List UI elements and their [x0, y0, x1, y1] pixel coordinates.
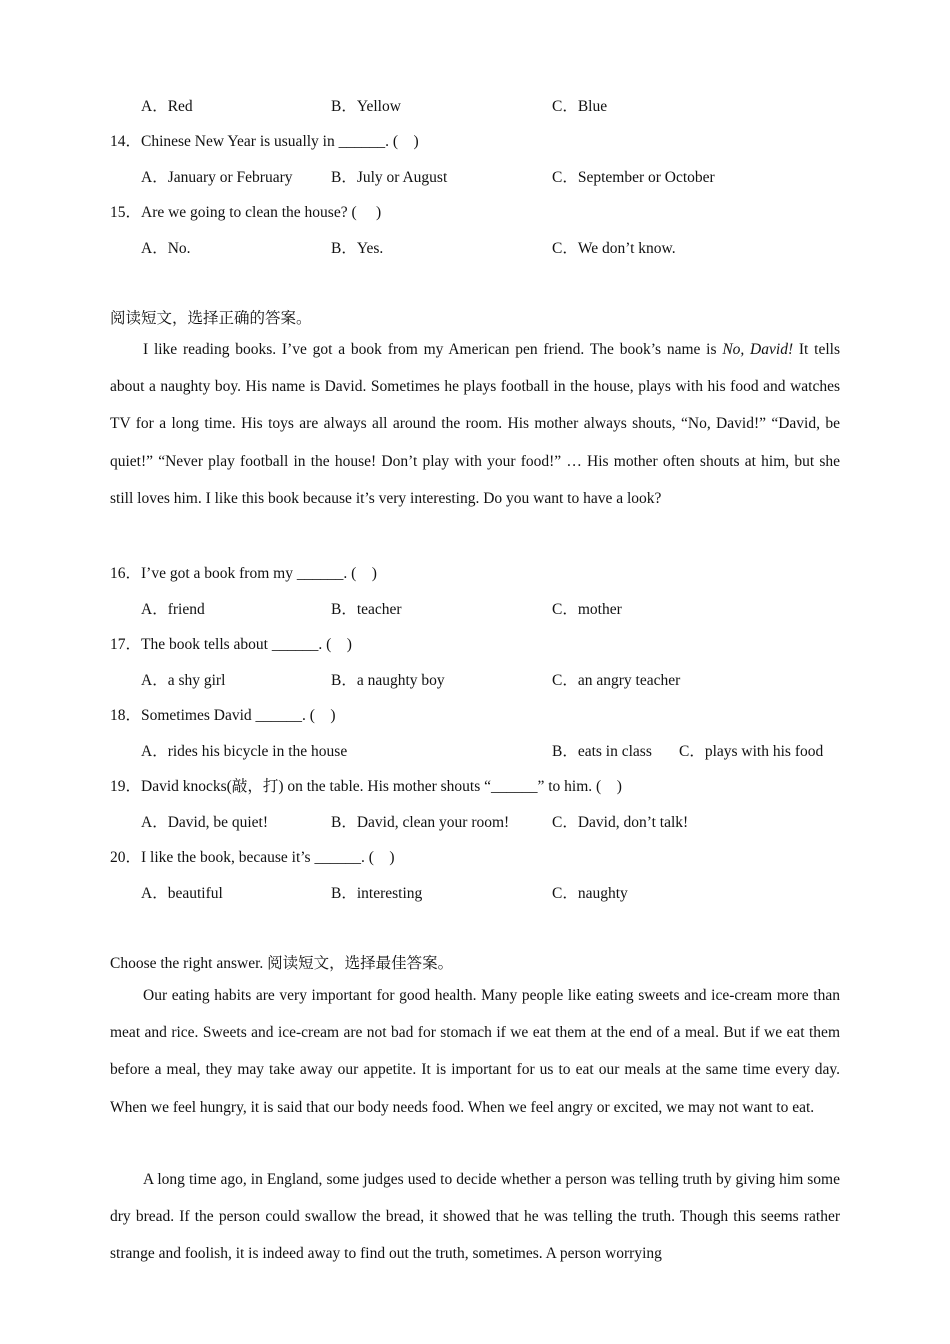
- q15-option-c: C．We don’t know.: [552, 240, 676, 257]
- q14-option-b: B．July or August: [331, 169, 448, 186]
- q13-option-c: C．Blue: [552, 98, 608, 115]
- q15-option-b: B．Yes.: [331, 240, 384, 257]
- q15-question: 15．Are we going to clean the house? ( ): [110, 204, 382, 221]
- q18-option-b: B．eats in class: [552, 743, 652, 760]
- q19-option-b: B．David, clean your room!: [331, 814, 510, 831]
- q20-option-a: A．beautiful: [141, 885, 223, 902]
- q14-option-a: A．January or February: [141, 169, 293, 186]
- q16-option-b: B．teacher: [331, 601, 402, 618]
- q14-option-c: C．September or October: [552, 169, 715, 186]
- q20-option-c: C．naughty: [552, 885, 628, 902]
- q18-option-c: C．plays with his food: [679, 743, 824, 760]
- book-title: No, David!: [722, 341, 794, 358]
- q14-question: 14．Chinese New Year is usually in ______. ( ): [110, 133, 419, 150]
- q19-question: 19．David knocks(敲，打) on the table. His mother shouts “______” to him. ( ): [110, 778, 622, 795]
- q16-option-c: C．mother: [552, 601, 622, 618]
- q13-option-a: A．Red: [141, 98, 193, 115]
- passage-text-2: It tells about a naughty boy. His name is David. Sometimes he plays football in the house, plays with his food and watches TV for a long time. His toys are always all around the room. His mother always shouts, “No, David!” “David, be quiet!” “Never play football in the house! Don’t play with your food!” … His mother often shouts at him, but she still loves him. I like this book because it’s very interesting. Do you want to have a look?: [110, 341, 840, 507]
- q15-option-a: A．No.: [141, 240, 191, 257]
- q16-question: 16．I’ve got a book from my ______. ( ): [110, 565, 377, 582]
- q18-option-a: A．rides his bicycle in the house: [141, 743, 348, 760]
- q13-option-b: B．Yellow: [331, 98, 401, 115]
- passage-text-1: I like reading books. I’ve got a book from my American pen friend. The book’s name is: [143, 341, 723, 358]
- q17-option-c: C．an angry teacher: [552, 672, 681, 689]
- q19-option-c: C．David, don’t talk!: [552, 814, 689, 831]
- q19-option-a: A．David, be quiet!: [141, 814, 268, 831]
- q17-option-b: B．a naughty boy: [331, 672, 445, 689]
- q16-option-a: A．friend: [141, 601, 205, 618]
- q20-question: 20．I like the book, because it’s ______. ( ): [110, 849, 395, 866]
- q20-option-b: B．interesting: [331, 885, 423, 902]
- section3-heading: Choose the right answer. 阅读短文，选择最佳答案。: [110, 955, 454, 972]
- section3-paragraph-2: A long time ago, in England, some judges used to decide whether a person was telling truth by giving him some dry bread. If the person could swallow the bread, it showed that he was telling the truth. Though this seems rather strange and foolish, it is indeed away to find out the truth, sometimes. A person worrying: [110, 1171, 840, 1263]
- q17-question: 17．The book tells about ______. ( ): [110, 636, 352, 653]
- q17-option-a: A．a shy girl: [141, 672, 226, 689]
- section3-paragraph-1: Our eating habits are very important for good health. Many people like eating sweets and ice-cream more than meat and rice. Sweets and ice-cream are not bad for stomach if we eat them at the end of a meal. But if we eat them before a meal, they may take away our appetite. It is important for us to eat our meals at the same time every day. When we feel hungry, it is said that our body needs food. When we feel angry or excited, we may not want to eat.: [110, 987, 840, 1116]
- section2-heading: 阅读短文，选择正确的答案。: [110, 310, 312, 327]
- q18-question: 18．Sometimes David ______. ( ): [110, 707, 336, 724]
- section2-passage: [110, 331, 840, 517]
